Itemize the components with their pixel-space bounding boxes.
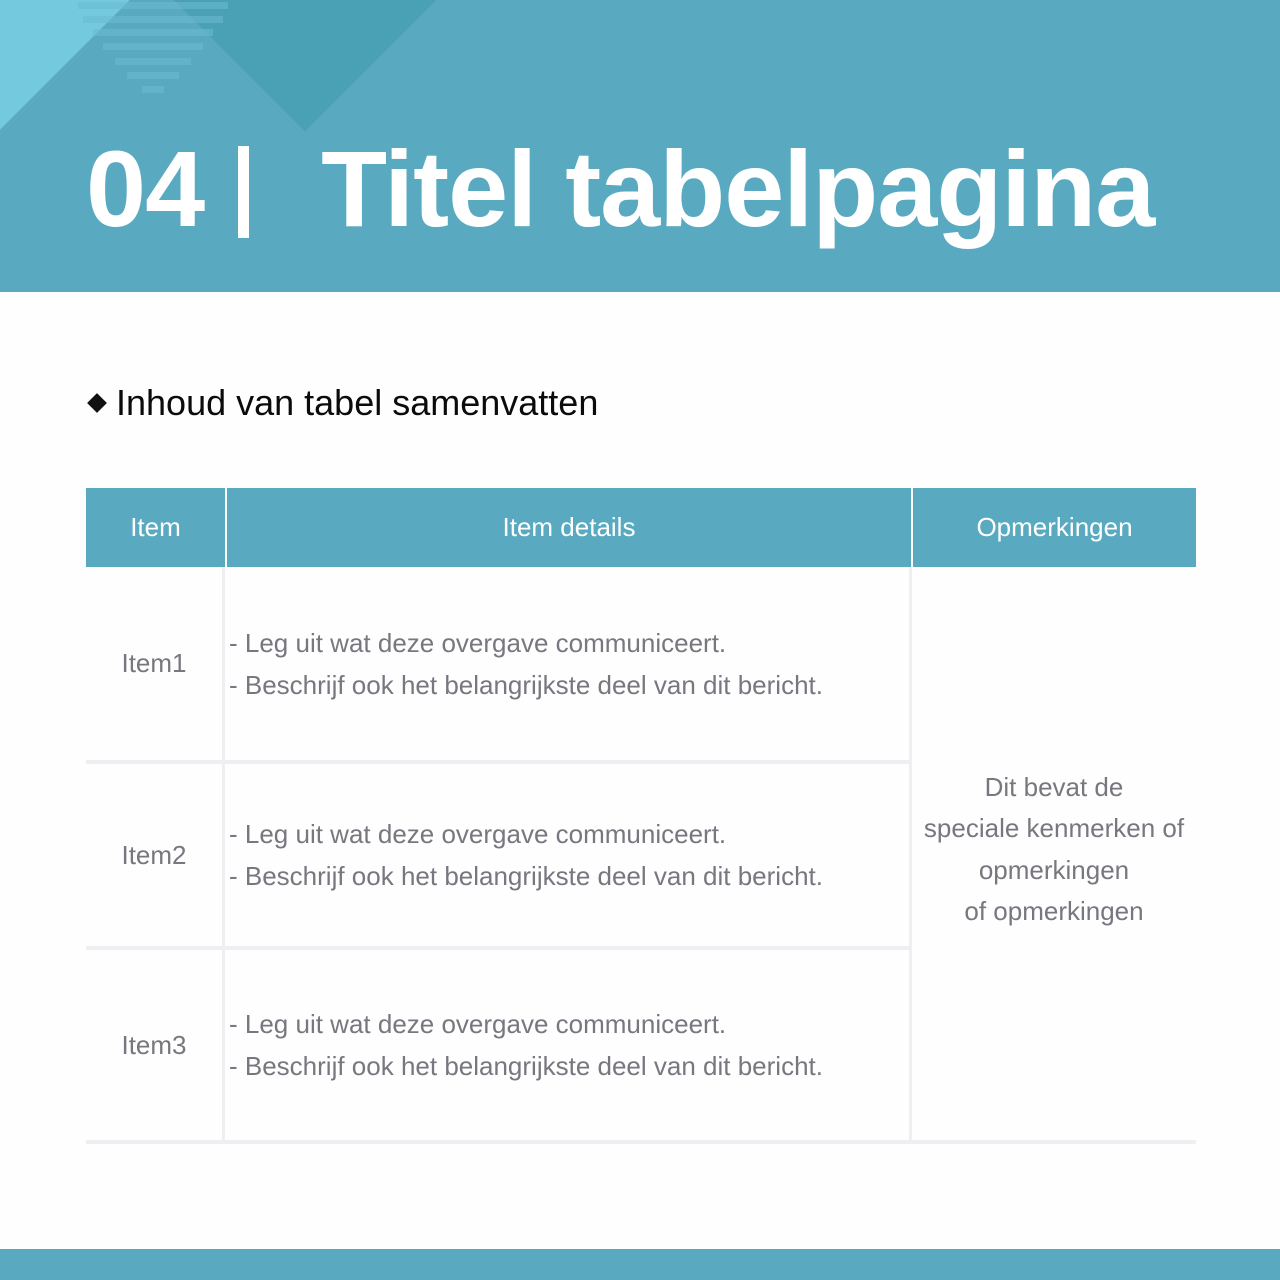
notes-line: opmerkingen xyxy=(978,854,1130,885)
details-line: - Leg uit wat deze overgave communiceert. xyxy=(229,819,727,849)
table-row xyxy=(86,764,912,950)
footer-bar xyxy=(0,1249,1280,1280)
notes-line: of opmerkingen xyxy=(964,896,1144,926)
section-heading xyxy=(86,380,598,426)
details-line: - Leg uit wat deze overgave communiceert. xyxy=(229,1009,727,1039)
details-cell xyxy=(225,764,912,946)
notes-line: speciale kenmerken of xyxy=(923,813,1185,843)
section-number: 04 xyxy=(86,127,205,249)
decorative-striped-triangle xyxy=(78,0,228,96)
section-heading-text: Inhoud van tabel samenvatten xyxy=(116,382,599,423)
summary-table xyxy=(86,488,1196,1144)
page-title xyxy=(86,128,1154,248)
details-line: - Leg uit wat deze overgave communiceert. xyxy=(229,627,727,658)
column-header-item-details: Item details xyxy=(227,488,911,567)
title-separator xyxy=(238,146,249,238)
details-cell xyxy=(225,950,912,1140)
details-cell xyxy=(225,567,912,760)
item-cell: Item2 xyxy=(86,764,225,946)
item-cell: Item1 xyxy=(86,567,225,760)
column-header-item: Item xyxy=(86,488,225,567)
details-line: - Beschrijf ook het belangrijkste deel van dit bericht. xyxy=(229,861,823,891)
header-banner xyxy=(0,0,1280,292)
diamond-icon xyxy=(87,393,107,413)
table-row xyxy=(86,950,912,1144)
title-text: Titel tabelpagina xyxy=(321,127,1155,249)
notes-cell xyxy=(912,567,1196,1144)
notes-line: Dit bevat de xyxy=(984,771,1124,802)
details-line: - Beschrijf ook het belangrijkste deel van dit bericht. xyxy=(229,669,823,700)
item-cell: Item3 xyxy=(86,950,225,1140)
table-header xyxy=(86,488,1196,567)
column-header-opmerkingen: Opmerkingen xyxy=(913,488,1196,567)
details-line: - Beschrijf ook het belangrijkste deel van dit bericht. xyxy=(229,1051,823,1081)
table-row xyxy=(86,567,912,764)
